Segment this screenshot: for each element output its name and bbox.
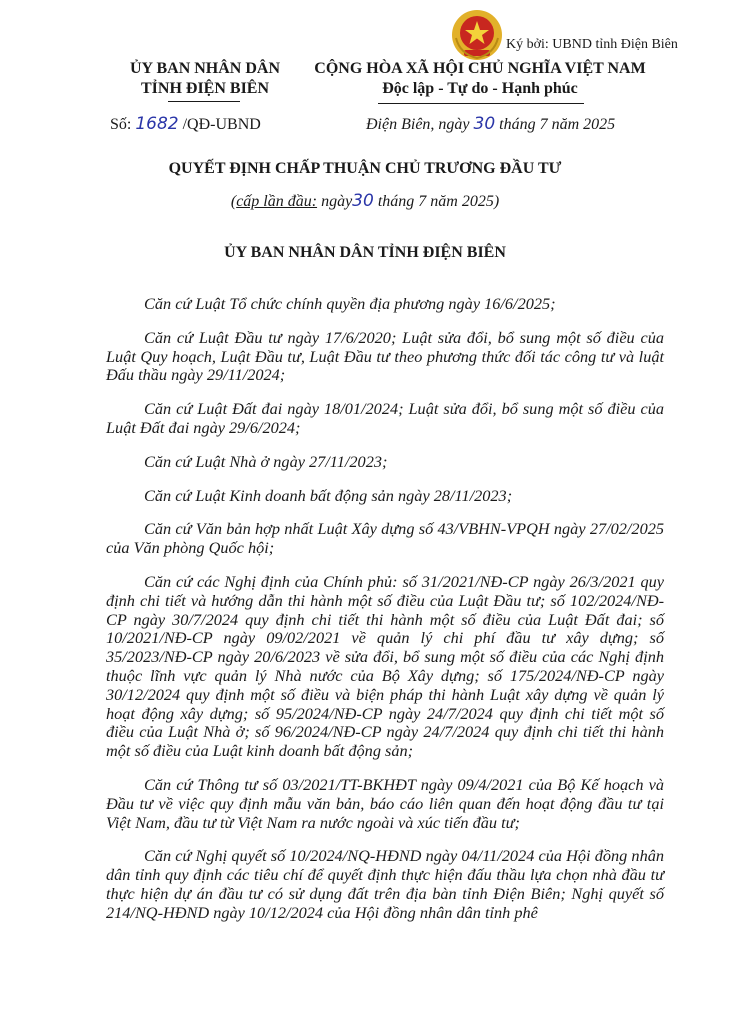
subtitle-before-day: ngày [317, 193, 353, 210]
motto-underline [378, 103, 584, 104]
document-subtitle [0, 191, 730, 211]
digital-signature-note: Ký bởi: UBND tỉnh Điện Biên [506, 37, 678, 52]
legal-basis-paragraph: Căn cứ Thông tư số 03/2021/TT-BKHĐT ngày 09/4/2021 của Bộ Kế hoạch và Đầu tư về việc quy định mẫu văn bản, báo cáo liên quan đến hoạt động đầu tư tại Việt Nam, đầu tư từ Việt Nam ra nước ngoài và xúc tiến đầu tư; [106, 774, 664, 832]
issuing-authority: ỦY BAN NHÂN DÂN TỈNH ĐIỆN BIÊN [224, 244, 506, 261]
document-title: QUYẾT ĐỊNH CHẤP THUẬN CHỦ TRƯƠNG ĐẦU TƯ [168, 160, 562, 177]
document-body [106, 295, 664, 938]
date-prefix: Điện Biên, ngày [366, 116, 474, 133]
date-day-handwritten: 30 [473, 114, 496, 134]
doc-number-suffix: /QĐ-UBND [178, 116, 261, 133]
org-underline [168, 101, 240, 102]
doc-number-prefix: Số: [110, 116, 136, 133]
subtitle-underlined: cấp lần đầu: [236, 193, 318, 210]
national-heading [300, 59, 660, 99]
legal-basis-paragraph: Căn cứ Văn bản hợp nhất Luật Xây dựng số 43/VBHN-VPQH ngày 27/02/2025 của Văn phòng Quốc hội; [106, 519, 664, 558]
org-line1: ỦY BAN NHÂN DÂN [129, 60, 281, 77]
subtitle-open: ( [230, 193, 237, 210]
legal-basis-paragraph: Căn cứ Luật Đất đai ngày 18/01/2024; Luật sửa đổi, bổ sung một số điều của Luật Đất đai ngày 29/6/2024; [106, 399, 664, 437]
national-emblem [450, 8, 504, 62]
nation-name: CỘNG HÒA XÃ HỘI CHỦ NGHĨA VIỆT NAM [314, 60, 646, 77]
subtitle-after-day: tháng 7 năm 2025) [373, 193, 500, 210]
subtitle-day-handwritten: 30 [352, 191, 374, 211]
national-motto: Độc lập - Tự do - Hạnh phúc [382, 80, 578, 97]
date-suffix: tháng 7 năm 2025 [495, 116, 616, 133]
legal-basis-paragraph: Căn cứ Luật Tổ chức chính quyền địa phương ngày 16/6/2025; [144, 294, 556, 313]
doc-number-handwritten: 1682 [135, 114, 179, 134]
legal-basis-paragraph: Căn cứ Nghị quyết số 10/2024/NQ-HĐND ngày 04/11/2024 của Hội đồng nhân dân tỉnh quy định các tiêu chí để quyết định thực hiện đấu thầu lựa chọn nhà đầu tư thực hiện dự án đầu tư có sử dụng đất trên địa bàn tỉnh Điện Biên; Nghị quyết số 214/NQ-HĐND ngày 10/12/2024 của Hội đồng nhân dân tỉnh phê [106, 846, 664, 922]
document-date [366, 114, 615, 134]
issuing-organization [100, 59, 310, 99]
legal-basis-paragraph: Căn cứ Luật Kinh doanh bất động sản ngày 28/11/2023; [144, 485, 513, 505]
legal-basis-paragraph: Căn cứ các Nghị định của Chính phủ: số 31/2021/NĐ-CP ngày 26/3/2021 quy định chi tiết và hướng dẫn thi hành một số điều của Luật Đầu tư; số 102/2024/NĐ-CP ngày 30/7/2024 quy định chi tiết thi hành một số điều của Luật Đất đai; số 10/2021/NĐ-CP ngày 09/02/2021 về quản lý chi phí đầu tư xây dựng; số 35/2023/NĐ-CP ngày 20/6/2023 về sửa đổi, bổ sung một số điều của các Nghị định thuộc lĩnh vực quản lý Nhà nước của Bộ Xây dựng; số 175/2024/NĐ-CP ngày 30/12/2024 quy định một số điều và biện pháp thi hành Luật xây dựng về quản lý hoạt động xây dựng; số 95/2024/NĐ-CP ngày 24/7/2024 quy định chi tiết một số điều của Luật Nhà ở; số 96/2024/NĐ-CP ngày 24/7/2024 quy định chi tiết thi hành một số điều của Luật kinh doanh bất động sản; [106, 571, 664, 761]
legal-basis-paragraph: Căn cứ Luật Đầu tư ngày 17/6/2020; Luật sửa đổi, bổ sung một số điều của Luật Quy hoạch, Luật Đầu tư, Luật Đầu tư theo phương thức đối tác công tư và luật Đấu thầu ngày 29/11/2024; [106, 327, 664, 385]
document-number [110, 114, 261, 134]
legal-basis-paragraph: Căn cứ Luật Nhà ở ngày 27/11/2023; [144, 451, 388, 471]
org-line2: TỈNH ĐIỆN BIÊN [140, 80, 270, 97]
